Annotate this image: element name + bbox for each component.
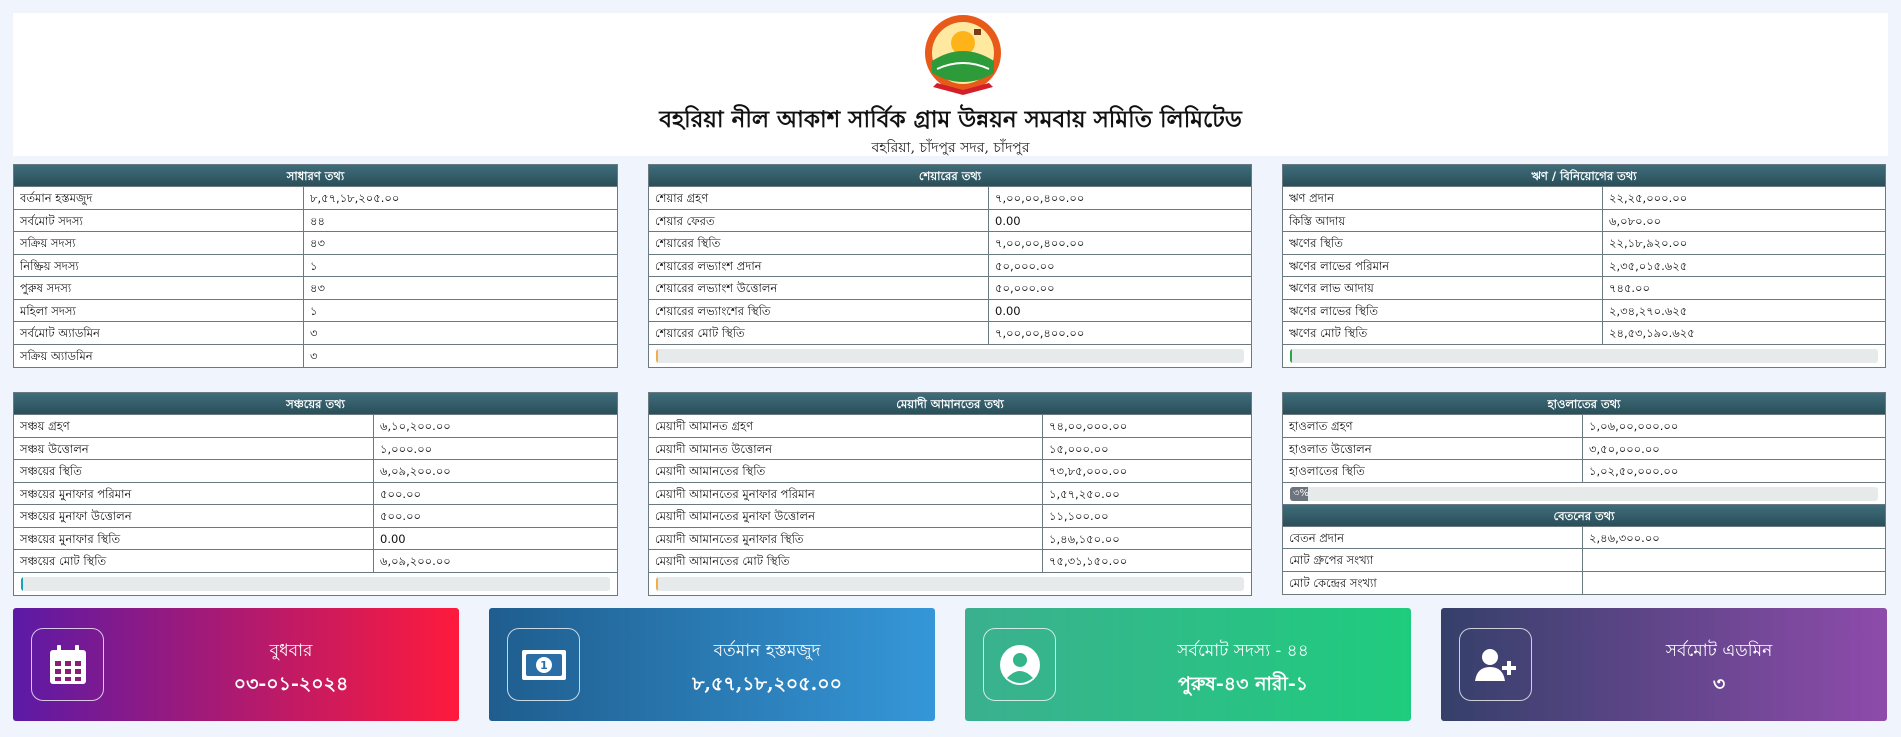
row-value: ৬,০৮০.০০ bbox=[1609, 213, 1662, 228]
progress-fill bbox=[1290, 349, 1292, 363]
table-row bbox=[14, 187, 617, 210]
table-row bbox=[14, 438, 617, 461]
savings-progress-bar bbox=[21, 577, 610, 591]
table-row bbox=[1283, 210, 1885, 233]
row-value: ৭,০০,০০,৪০০.০০ bbox=[995, 236, 1085, 250]
row-value: ৭৩,৮৫,০০০.০০ bbox=[1049, 464, 1128, 478]
money-icon bbox=[507, 628, 580, 701]
row-label: শেয়ারের স্থিতি bbox=[649, 232, 989, 254]
organization-address: বহরিয়া, চাঁদপুর সদর, চাঁদপুর bbox=[871, 140, 1030, 156]
progress-fill bbox=[21, 577, 23, 591]
savings-progress-row bbox=[14, 573, 617, 595]
table-row bbox=[14, 550, 617, 573]
panel-title: সাধারণ তথ্য bbox=[14, 165, 617, 187]
row-value: ৭৫,৩১,১৫০.০০ bbox=[1049, 554, 1128, 568]
table-row bbox=[649, 505, 1251, 528]
row-label: শেয়ার গ্রহণ bbox=[649, 187, 989, 209]
savings-info-panel bbox=[13, 392, 618, 596]
row-label: শেয়ারের লভ্যাংশের স্থিতি bbox=[649, 300, 989, 322]
organization-name: বহরিয়া নীল আকাশ সার্বিক গ্রাম উন্নয়ন সমবায় সমিতি লিমিটেড bbox=[659, 106, 1242, 133]
table-row bbox=[649, 460, 1251, 483]
term-deposit-rows bbox=[649, 415, 1251, 573]
savings-rows bbox=[14, 415, 617, 573]
table-row bbox=[649, 528, 1251, 551]
table-row bbox=[1283, 232, 1885, 255]
hawlat-progress-bar bbox=[1290, 487, 1878, 501]
row-label: হাওলাত গ্রহণ bbox=[1283, 415, 1583, 437]
salary-rows bbox=[1283, 527, 1885, 595]
total-admin-card bbox=[1441, 608, 1887, 721]
row-label: শেয়ারের লভ্যাংশ প্রদান bbox=[649, 255, 989, 277]
table-row bbox=[14, 322, 617, 345]
table-row bbox=[1283, 415, 1885, 438]
row-value: ১১,১০০.০০ bbox=[1049, 509, 1109, 523]
row-value: ১৫,০০০.০০ bbox=[1049, 441, 1109, 456]
table-row bbox=[649, 438, 1251, 461]
term-deposit-info-panel bbox=[648, 392, 1252, 596]
progress-label: ৩% bbox=[1293, 487, 1310, 499]
row-value: ২৪,৫৩,১৯০.৬২৫ bbox=[1609, 326, 1695, 340]
row-value: ২,৩৪,২৭০.৬২৫ bbox=[1609, 303, 1688, 318]
row-label: মেয়াদী আমানতের মুনাফার পরিমান bbox=[649, 483, 1043, 505]
row-label: মেয়াদী আমানত উত্তোলন bbox=[649, 438, 1043, 460]
row-label: হাওলাত উত্তোলন bbox=[1283, 438, 1583, 460]
table-row bbox=[1283, 438, 1885, 461]
row-label: বেতন প্রদান bbox=[1283, 527, 1583, 549]
cash-in-hand-card bbox=[489, 608, 935, 721]
table-row bbox=[649, 187, 1251, 210]
row-value: 0.00 bbox=[995, 303, 1021, 318]
row-value: ২২,১৮,৯২০.০০ bbox=[1609, 236, 1688, 250]
table-row bbox=[14, 483, 617, 506]
row-label: মোট গ্রুপের সংখ্যা bbox=[1283, 549, 1583, 571]
loan-progress-row bbox=[1283, 345, 1885, 367]
table-row bbox=[649, 415, 1251, 438]
row-value: ৫০,০০০.০০ bbox=[995, 281, 1055, 295]
table-row bbox=[649, 322, 1251, 345]
row-label: সর্বমোট অ্যাডমিন bbox=[14, 322, 304, 344]
row-value: ৭৪৫.০০ bbox=[1609, 281, 1651, 295]
card-label: সর্বমোট সদস্য - ৪৪ bbox=[1177, 641, 1309, 661]
row-label: সঞ্চয় উত্তোলন bbox=[14, 438, 374, 460]
user-icon bbox=[983, 628, 1056, 701]
row-label: ঋণের মোট স্থিতি bbox=[1283, 322, 1603, 344]
table-row bbox=[14, 415, 617, 438]
table-row bbox=[14, 232, 617, 255]
row-value: ১,৪৬,১৫০.০০ bbox=[1049, 531, 1120, 546]
row-value: ৮,৫৭,১৮,২০৫.০০ bbox=[310, 191, 400, 205]
row-value: ২২,২৫,০০০.০০ bbox=[1609, 191, 1688, 205]
row-value: ৩ bbox=[310, 326, 318, 340]
row-value: ৩,৫০,০০০.০০ bbox=[1589, 441, 1660, 456]
loan-rows bbox=[1283, 187, 1885, 345]
row-label: সক্রিয় অ্যাডমিন bbox=[14, 345, 304, 368]
row-value: 0.00 bbox=[995, 213, 1021, 228]
panel-title: হাওলাতের তথ্য bbox=[1283, 393, 1885, 415]
table-row bbox=[1283, 460, 1885, 483]
row-label: কিস্তি আদায় bbox=[1283, 210, 1603, 232]
total-members-card bbox=[965, 608, 1411, 721]
row-label: ঋণের লাভের স্থিতি bbox=[1283, 300, 1603, 322]
general-info-panel bbox=[13, 164, 618, 368]
share-progress-row bbox=[649, 345, 1251, 367]
header bbox=[13, 13, 1888, 156]
progress-fill bbox=[656, 349, 658, 363]
row-label: ঋণের লাভের পরিমান bbox=[1283, 255, 1603, 277]
row-label: সঞ্চয়ের মুনাফা উত্তোলন bbox=[14, 505, 374, 527]
row-label: নিষ্ক্রিয় সদস্য bbox=[14, 255, 304, 277]
share-rows bbox=[649, 187, 1251, 345]
table-row bbox=[1283, 277, 1885, 300]
share-info-panel bbox=[648, 164, 1252, 368]
row-label: মেয়াদী আমানতের স্থিতি bbox=[649, 460, 1043, 482]
table-row bbox=[14, 255, 617, 278]
card-day: বুধবার bbox=[269, 641, 313, 661]
row-label: শেয়ারের মোট স্থিতি bbox=[649, 322, 989, 344]
row-value: ২,৪৬,৩০০.০০ bbox=[1589, 530, 1660, 545]
table-row bbox=[649, 550, 1251, 573]
card-value: ৮,৫৭,১৮,২০৫.০০ bbox=[692, 673, 842, 695]
table-row bbox=[649, 483, 1251, 506]
row-value: ৪৩ bbox=[310, 281, 325, 295]
table-row bbox=[649, 210, 1251, 233]
row-label: সঞ্চয়ের স্থিতি bbox=[14, 460, 374, 482]
row-label: মেয়াদী আমানতের মোট স্থিতি bbox=[649, 550, 1043, 572]
panel-title: ঋণ / বিনিয়োগের তথ্য bbox=[1283, 165, 1885, 187]
calendar-icon bbox=[31, 628, 104, 701]
table-row bbox=[14, 210, 617, 233]
card-date: ০৩-০১-২০২৪ bbox=[233, 673, 349, 695]
table-row bbox=[14, 300, 617, 323]
svg-text:1: 1 bbox=[539, 658, 548, 672]
table-row bbox=[649, 255, 1251, 278]
table-row bbox=[1283, 572, 1885, 595]
row-label: সঞ্চয়ের মুনাফার স্থিতি bbox=[14, 528, 374, 550]
row-value: ৩ bbox=[310, 348, 318, 363]
general-rows bbox=[14, 187, 617, 367]
panel-title: মেয়াদী আমানতের তথ্য bbox=[649, 393, 1251, 415]
table-row bbox=[14, 528, 617, 551]
share-progress-bar bbox=[656, 349, 1244, 363]
row-label: ঋণের স্থিতি bbox=[1283, 232, 1603, 254]
row-label: মোট কেন্দ্রের সংখ্যা bbox=[1283, 572, 1583, 595]
row-label: মহিলা সদস্য bbox=[14, 300, 304, 322]
table-row bbox=[649, 300, 1251, 323]
row-label: সঞ্চয়ের মোট স্থিতি bbox=[14, 550, 374, 572]
panel-title: সঞ্চয়ের তথ্য bbox=[14, 393, 617, 415]
row-label: মেয়াদী আমানত গ্রহণ bbox=[649, 415, 1043, 437]
row-value: ৪৩ bbox=[310, 236, 325, 250]
day-date-card bbox=[13, 608, 459, 721]
row-label: মেয়াদী আমানতের মুনাফার স্থিতি bbox=[649, 528, 1043, 550]
row-label: বর্তমান হস্তমজুদ bbox=[14, 187, 304, 209]
row-label: ঋণের লাভ আদায় bbox=[1283, 277, 1603, 299]
row-value: ৭,০০,০০,৪০০.০০ bbox=[995, 326, 1085, 340]
table-row bbox=[14, 277, 617, 300]
hawlat-info-panel bbox=[1282, 392, 1886, 595]
table-row bbox=[1283, 527, 1885, 550]
table-row bbox=[1283, 549, 1885, 572]
row-value: ৭৪,০০,০০০.০০ bbox=[1049, 419, 1128, 433]
row-value bbox=[1583, 549, 1885, 571]
loan-progress-bar bbox=[1290, 349, 1878, 363]
table-row bbox=[14, 345, 617, 368]
table-row bbox=[14, 460, 617, 483]
organization-logo bbox=[919, 13, 1007, 101]
table-row bbox=[1283, 187, 1885, 210]
card-label: সর্বমোট এডমিন bbox=[1665, 641, 1773, 661]
row-label: সর্বমোট সদস্য bbox=[14, 210, 304, 232]
table-row bbox=[1283, 322, 1885, 345]
row-value: ৫০০.০০ bbox=[380, 509, 422, 523]
row-value: ৫০,০০০.০০ bbox=[995, 258, 1055, 273]
row-value: ৬,০৯,২০০.০০ bbox=[380, 464, 451, 478]
row-label: হাওলাতের স্থিতি bbox=[1283, 460, 1583, 482]
row-label: শেয়ারের লভ্যাংশ উত্তোলন bbox=[649, 277, 989, 299]
row-value: ১,০০০.০০ bbox=[380, 441, 433, 456]
row-value: ৬,০৯,২০০.০০ bbox=[380, 554, 451, 568]
add-user-icon bbox=[1459, 628, 1532, 701]
row-value bbox=[1583, 572, 1885, 595]
row-label: সক্রিয় সদস্য bbox=[14, 232, 304, 254]
row-value: ৫০০.০০ bbox=[380, 486, 422, 501]
row-value: ১,৫৭,২৫০.০০ bbox=[1049, 486, 1120, 501]
row-value: ২,৩৫,০১৫.৬২৫ bbox=[1609, 258, 1688, 273]
row-label: সঞ্চয়ের মুনাফার পরিমান bbox=[14, 483, 374, 505]
salary-panel-title: বেতনের তথ্য bbox=[1283, 505, 1885, 527]
row-value: ১,০৬,০০,০০০.০০ bbox=[1589, 419, 1679, 433]
term-deposit-progress-bar bbox=[656, 577, 1244, 591]
panel-title: শেয়ারের তথ্য bbox=[649, 165, 1251, 187]
row-label: সঞ্চয় গ্রহণ bbox=[14, 415, 374, 437]
hawlat-rows bbox=[1283, 415, 1885, 483]
table-row bbox=[649, 232, 1251, 255]
table-row bbox=[1283, 300, 1885, 323]
row-label: ঋণ প্রদান bbox=[1283, 187, 1603, 209]
row-value: ১ bbox=[310, 303, 318, 318]
term-deposit-progress-row bbox=[649, 573, 1251, 595]
row-label: মেয়াদী আমানতের মুনাফা উত্তোলন bbox=[649, 505, 1043, 527]
loan-info-panel bbox=[1282, 164, 1886, 368]
card-label: বর্তমান হস্তমজুদ bbox=[713, 641, 821, 661]
table-row bbox=[649, 277, 1251, 300]
row-label: পুরুষ সদস্য bbox=[14, 277, 304, 299]
row-value: ১,০২,৫০,০০০.০০ bbox=[1589, 464, 1679, 478]
table-row bbox=[1283, 255, 1885, 278]
row-value: 0.00 bbox=[380, 531, 406, 546]
table-row bbox=[14, 505, 617, 528]
row-label: শেয়ার ফেরত bbox=[649, 210, 989, 232]
card-value: পুরুষ-৪৩ নারী-১ bbox=[1177, 673, 1309, 695]
row-value: ১ bbox=[310, 258, 318, 273]
row-value: ৭,০০,০০,৪০০.০০ bbox=[995, 191, 1085, 205]
row-value: ৪৪ bbox=[310, 213, 325, 228]
hawlat-progress-row bbox=[1283, 483, 1885, 505]
card-value: ৩ bbox=[1712, 673, 1726, 695]
progress-fill bbox=[656, 577, 658, 591]
row-value: ৬,১০,২০০.০০ bbox=[380, 419, 451, 433]
